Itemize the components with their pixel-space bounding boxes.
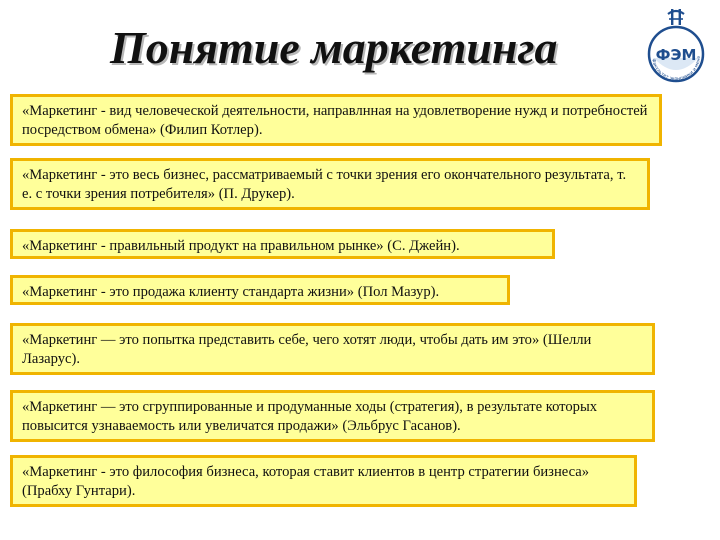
- logo-caption: Факультет экономики и мене: [650, 55, 703, 83]
- fem-logo-icon: [636, 6, 716, 86]
- definition-box-jain: «Маркетинг - правильный продукт на правильном рынке» (С. Джейн).: [10, 229, 555, 259]
- svg-text:Факультет экономики и менеджме: [636, 6, 702, 82]
- faculty-logo: [636, 6, 716, 86]
- definition-box-gasanov: «Маркетинг — это сгруппированные и продуманные ходы (стратегия), в результате которых повысится узнаваемость или увеличатся продажи» (Эльбрус Гасанов).: [10, 390, 655, 442]
- definition-box-lazarus: «Маркетинг — это попытка представить себе, чего хотят люди, чтобы дать им это» (Шелли Лазарус).: [10, 323, 655, 375]
- definition-box-kotler: «Маркетинг - вид человеческой деятельности, направлнная на удовлетворение нужд и потребностей посредством обмена» (Филип Котлер).: [10, 94, 662, 146]
- definition-box-mazur: «Маркетинг - это продажа клиенту стандарта жизни» (Пол Мазур).: [10, 275, 510, 305]
- logo-text: ФЭМ: [655, 46, 697, 64]
- definition-box-guntari: «Маркетинг - это философия бизнеса, которая ставит клиентов в центр стратегии бизнеса» (Прабху Гунтари).: [10, 455, 637, 507]
- slide-title: Понятие маркетинга: [110, 22, 558, 73]
- definition-box-drucker: «Маркетинг - это весь бизнес, рассматриваемый с точки зрения его окончательного результата, т. е. с точки зрения потребителя» (П. Друкер).: [10, 158, 650, 210]
